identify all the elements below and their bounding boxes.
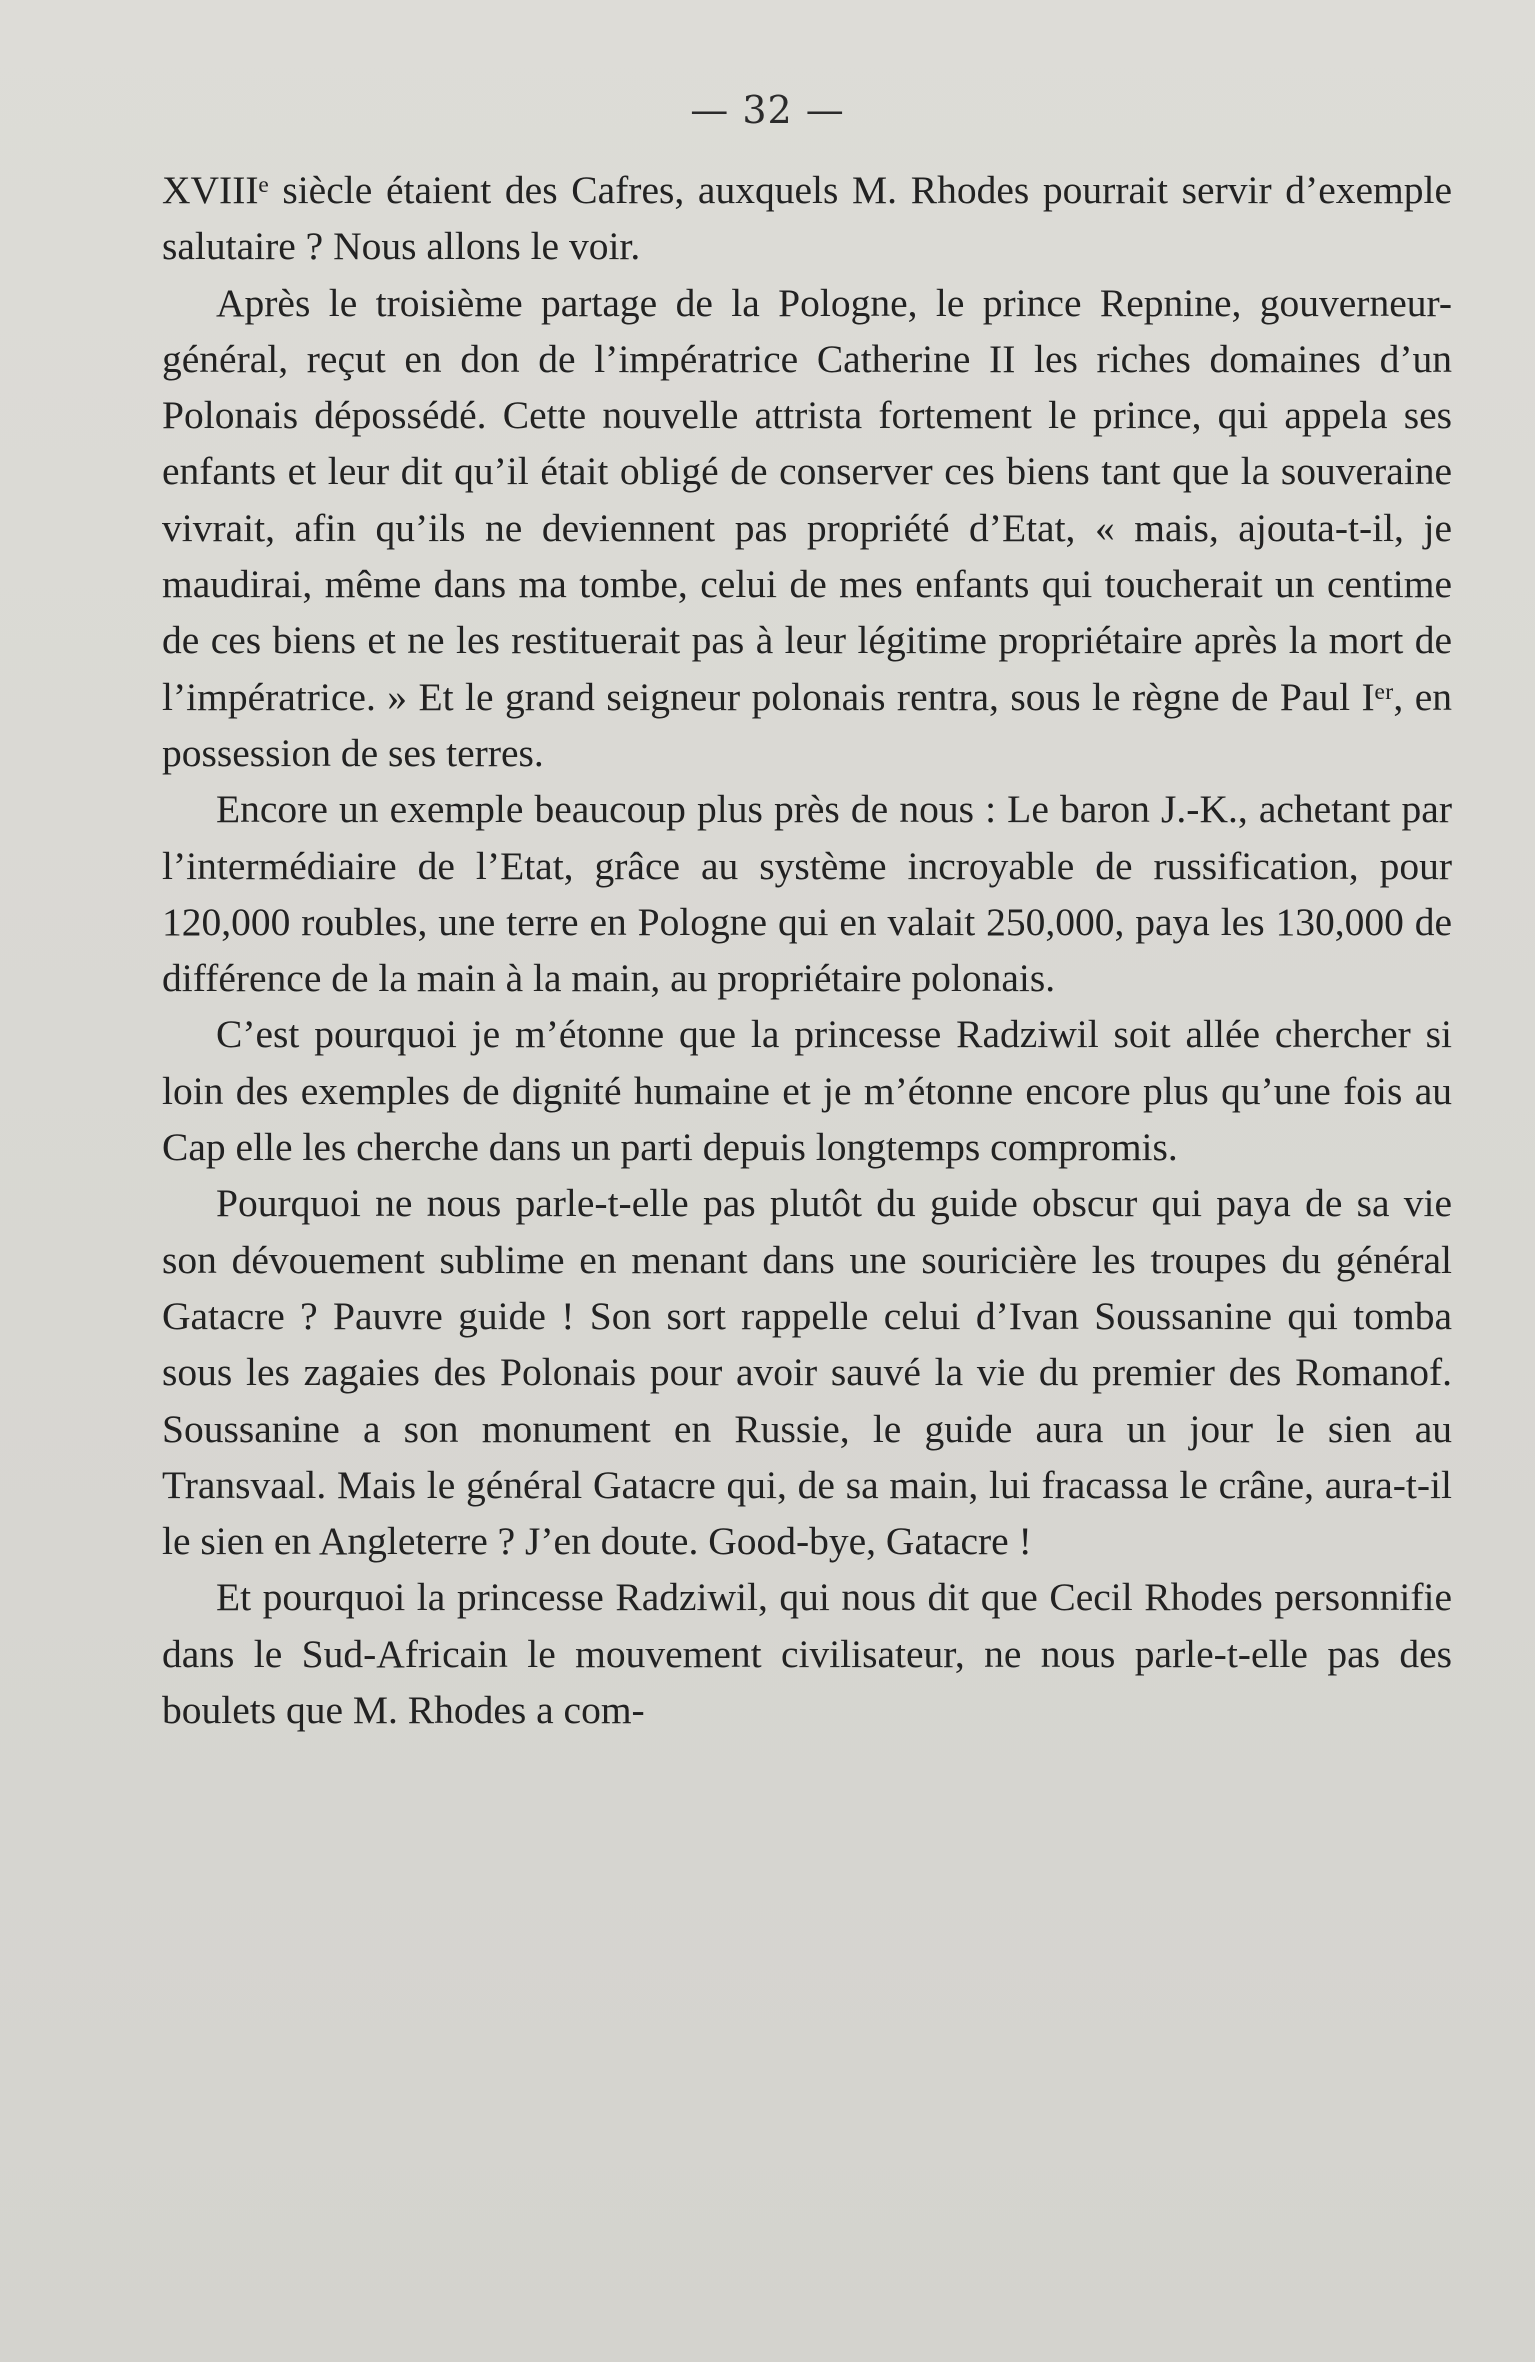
body-text (162, 162, 1452, 1738)
paragraph-repnine: Après le troisième partage de la Pologne, le prince Repnine, gouverneur-général, reçut en don de l’impératrice Catherine II les riches domaines d’un Polonais dépossédé. Cette nouvelle attrista fortement le prince, qui appela ses enfants et leur dit qu’il était obligé de conserver ces biens tant que la souveraine vivrait, afin qu’ils ne deviennent pas propriété d’Etat, « mais, ajouta-t-il, je maudirai, même dans ma tombe, celui de mes enfants qui toucherait un centime de ces biens et ne les restituerait pas à leur légitime propriétaire après la mort de l’impératrice. » Et le grand seigneur polonais rentra, sous le règne de Paul Iᵉʳ, en possession de ses terres. (162, 280, 1452, 775)
paragraph-rhodes: Et pourquoi la princesse Radziwil, qui nous dit que Cecil Rhodes personnifie dans le Sud-Africain le mouvement civilisateur, ne nous parle-t-elle pas des boulets que M. Rhodes a com- (162, 1575, 1452, 1733)
paragraph-continuation: XVIIIᵉ siècle étaient des Cafres, auxquels M. Rhodes pourrait servir d’exemple salutaire ? Nous allons le voir. (162, 168, 1452, 269)
page-number: — 32 — (690, 88, 845, 132)
paragraph-radziwil-dignity: C’est pourquoi je m’étonne que la princesse Radziwil soit allée chercher si loin des exemples de dignité humaine et je m’étonne encore plus qu’une fois au Cap elle les cherche dans un parti depuis longtemps compromis. (162, 1012, 1452, 1170)
paragraph-baron: Encore un exemple beaucoup plus près de nous : Le baron J.-K., achetant par l’intermédiaire de l’Etat, grâce au système incroyable de russification, pour 120,000 roubles, une terre en Pologne qui en valait 250,000, paya les 130,000 de différence de la main à la main, au propriétaire polonais. (162, 787, 1452, 1001)
paragraph-guide: Pourquoi ne nous parle-t-elle pas plutôt du guide obscur qui paya de sa vie son dévouement sublime en menant dans une souricière les troupes du général Gatacre ? Pauvre guide ! Son sort rappelle celui d’Ivan Soussanine qui tomba sous les zagaies des Polonais pour avoir sauvé la vie du premier des Romanof. Soussanine a son monument en Russie, le guide aura un jour le sien au Transvaal. Mais le général Gatacre qui, de sa main, lui fracassa le crâne, aura-t-il le sien en Angleterre ? J’en doute. Good-bye, Gatacre ! (162, 1181, 1452, 1564)
